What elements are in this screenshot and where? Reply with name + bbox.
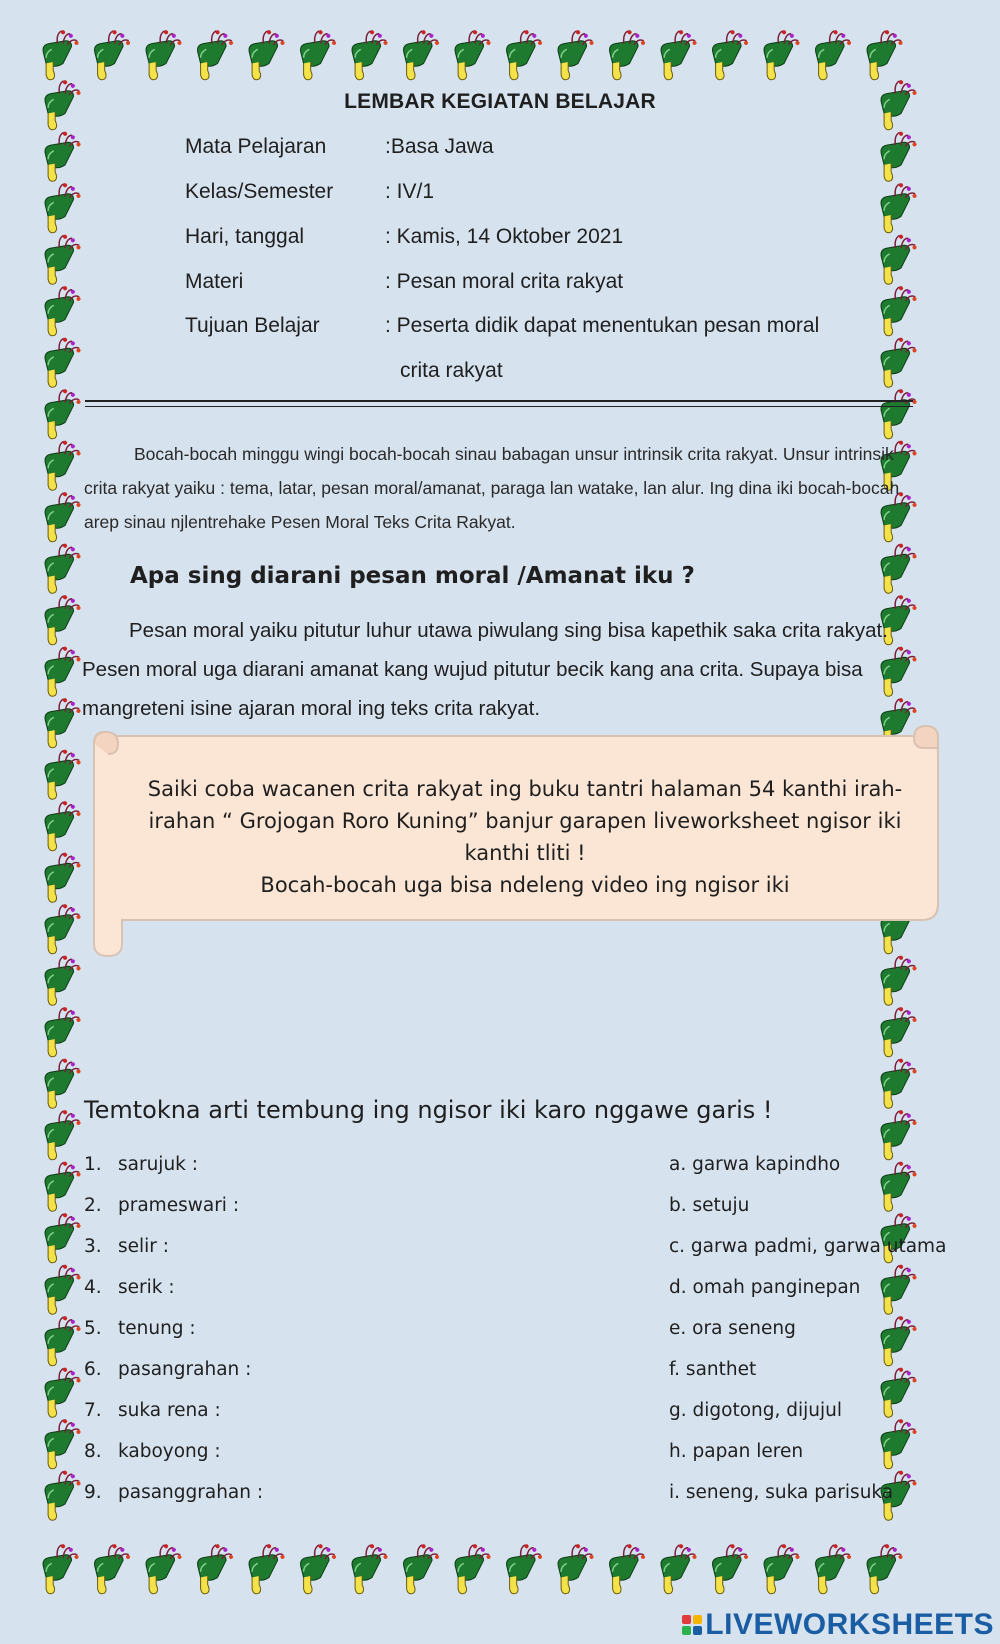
question-item[interactable]: 1. sarujuk : [84,1154,198,1175]
description-paragraph: Pesan moral yaiku pitutur luhur utawa piwulang sing bisa kapethik saka crita rakyat. Pesen moral uga diarani amanat kang wujud pitutur becik kang ana crita. Supaya bisa mangreteni isine ajaran moral ing teks crita rakyat. [82,619,888,720]
bottle-decoration [32,1055,87,1110]
bottle-decoration [802,26,857,81]
question-item[interactable]: 3. selir : [84,1236,170,1257]
instruction-text [140,773,910,901]
info-label-date: Hari, tanggal [185,225,305,248]
bottle-decoration [32,1415,87,1470]
bottle-decoration [32,1209,87,1264]
divider-line [85,400,913,402]
bottle-decoration [32,591,87,646]
bottle-decoration [699,1540,754,1595]
info-value-date: : Kamis, 14 Oktober 2021 [385,225,624,248]
bottle-decoration [32,643,87,698]
instruction-line-2: Bocah-bocah uga bisa ndeleng video ing ngisor iki [260,873,790,897]
bottle-decoration [287,26,342,81]
divider-line-thin [85,406,913,407]
answer-item[interactable]: b. setuju [669,1195,750,1216]
bottle-decoration [184,1540,239,1595]
bottle-decoration [32,694,87,749]
info-label-class: Kelas/Semester [185,180,334,203]
bottle-decoration [32,797,87,852]
bottle-decoration [184,26,239,81]
bottle-decoration [339,1540,394,1595]
bottle-decoration [868,952,923,1007]
section-heading: Apa sing diarani pesan moral /Amanat iku ? [130,563,695,589]
bottle-decoration [596,1540,651,1595]
bottle-decoration [81,26,136,81]
answer-item[interactable]: i. seneng, suka parisuka [669,1482,894,1503]
bottle-decoration [32,334,87,389]
answer-item[interactable]: e. ora seneng [669,1318,796,1339]
bottle-decoration [81,1540,136,1595]
bottle-decoration [868,540,923,595]
logo-text: LIVEWORKSHEETS [705,1608,994,1641]
bottle-decoration [854,1540,909,1595]
question-item[interactable]: 9. pasanggrahan : [84,1482,264,1503]
answer-item[interactable]: a. garwa kapindho [669,1154,841,1175]
bottle-decoration [32,1261,87,1316]
question-item[interactable]: 5. tenung : [84,1318,196,1339]
bottle-decoration [751,1540,806,1595]
logo-icon [682,1615,702,1635]
bottle-decoration [868,179,923,234]
bottle-decoration [133,26,188,81]
bottle-decoration [596,26,651,81]
instruction-line-1: Saiki coba wacanen crita rakyat ing buku tantri halaman 54 kanthi irah-irahan “ Grojogan Roro Kuning” banjur garapen liveworksheet ngisor iki kanthi tliti ! [147,777,903,865]
liveworksheets-logo [682,1608,994,1642]
bottle-decoration [32,540,87,595]
answer-item[interactable]: d. omah panginepan [669,1277,861,1298]
bottle-decoration [648,1540,703,1595]
bottle-decoration [133,1540,188,1595]
answer-list [669,1144,946,1513]
bottle-decoration [390,26,445,81]
answer-item[interactable]: h. papan leren [669,1441,804,1462]
info-value-goal: : Peserta didik dapat menentukan pesan moral [385,314,820,337]
info-value-goal-cont: crita rakyat [400,359,503,382]
bottle-decoration [32,282,87,337]
bottle-decoration [32,231,87,286]
bottle-decoration [868,1055,923,1110]
question-list [84,1144,263,1513]
bottle-decoration [442,1540,497,1595]
bottle-decoration [699,26,754,81]
bottle-decoration [868,334,923,389]
task-title: Temtokna arti tembung ing ngisor iki karo nggawe garis ! [84,1096,773,1124]
info-label-material: Materi [185,270,244,293]
answer-item[interactable]: f. santhet [669,1359,757,1380]
bottle-decoration [32,1467,87,1522]
bottle-decoration [442,26,497,81]
bottle-decoration [802,1540,857,1595]
bottle-decoration [32,179,87,234]
bottle-decoration [32,1106,87,1161]
bottle-decoration [868,385,923,440]
bottle-decoration [30,26,85,81]
bottle-decoration [32,746,87,801]
bottle-decoration [868,282,923,337]
info-value-material: : Pesan moral crita rakyat [385,270,624,293]
bottle-decoration [390,1540,445,1595]
bottle-decoration [32,900,87,955]
bottle-decoration [545,26,600,81]
bottle-decoration [287,1540,342,1595]
intro-paragraph: Bocah-bocah minggu wingi bocah-bocah sinau babagan unsur intrinsik crita rakyat. Unsur intrinsik crita rakyat yaiku : tema, latar, pesan moral/amanat, paraga lan watake, lan alur. Ing dina iki bocah-bocah arep sinau njlentrehake Pesen Moral Teks Crita Rakyat. [84,444,900,532]
bottle-decoration [32,385,87,440]
bottle-decoration [868,1003,923,1058]
question-item[interactable]: 7. suka rena : [84,1400,221,1421]
bottle-decoration [236,1540,291,1595]
question-item[interactable]: 4. serik : [84,1277,175,1298]
info-label-subject: Mata Pelajaran [185,135,327,158]
bottle-decoration [32,1364,87,1419]
info-value-class: : IV/1 [385,180,435,203]
info-value-subject: :Basa Jawa [385,135,494,158]
bottle-decoration [339,26,394,81]
bottle-decoration [32,1003,87,1058]
question-item[interactable]: 6. pasangrahan : [84,1359,252,1380]
bottle-decoration [545,1540,600,1595]
bottle-decoration [854,26,909,81]
answer-item[interactable]: g. digotong, dijujul [669,1400,843,1421]
bottle-decoration [32,952,87,1007]
bottle-decoration [751,26,806,81]
bottle-decoration [236,26,291,81]
bottle-decoration [32,849,87,904]
bottle-decoration [32,1312,87,1367]
worksheet-title: LEMBAR KEGIATAN BELAJAR [344,90,656,113]
bottle-decoration [493,1540,548,1595]
info-label-goal: Tujuan Belajar [185,314,320,337]
bottle-decoration [868,128,923,183]
bottle-decoration [32,437,87,492]
question-item[interactable]: 2. prameswari : [84,1195,240,1216]
bottle-decoration [493,26,548,81]
bottle-decoration [868,231,923,286]
bottle-decoration [32,1158,87,1213]
bottle-decoration [30,1540,85,1595]
bottle-decoration [32,128,87,183]
answer-item[interactable]: c. garwa padmi, garwa utama [669,1236,947,1257]
question-item[interactable]: 8. kaboyong : [84,1441,221,1462]
bottle-decoration [32,488,87,543]
bottle-decoration [648,26,703,81]
